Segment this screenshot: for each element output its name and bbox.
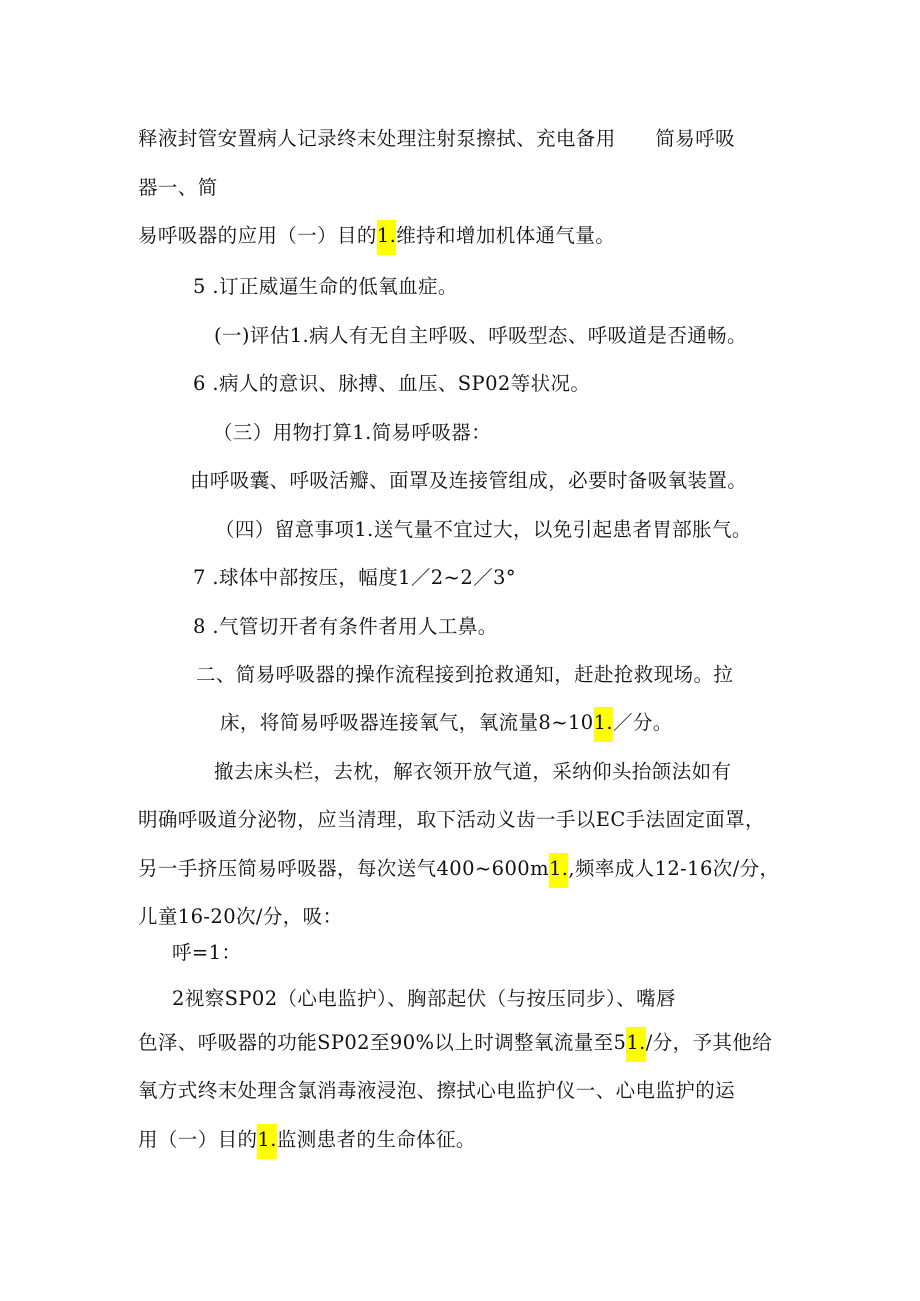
text-line — [213, 419, 491, 447]
line-text: （三）用物打算1.简易呼吸器： — [213, 421, 492, 444]
highlighted-text: 1. — [594, 707, 613, 742]
line-text: 维持和增加机体通气量。 — [396, 224, 616, 247]
line-text: 监测患者的生命体征。 — [276, 1128, 476, 1151]
text-line — [193, 564, 516, 592]
line-text: 呼=1： — [172, 941, 242, 964]
text-line — [138, 1077, 735, 1105]
text-line — [138, 222, 615, 250]
line-text: 易呼吸器的应用（一）目的 — [138, 224, 377, 247]
line-text: 6 .病人的意识、脉搏、血压、SP02等状况。 — [193, 372, 591, 395]
line-text: (一)评估1.病人有无自主呼吸、呼吸型态、呼吸道是否通畅。 — [214, 324, 747, 347]
text-line — [172, 939, 241, 967]
line-text: 2视察SP02（心电监护）、胸部起伏（与按压同步）、嘴唇 — [172, 987, 676, 1010]
text-line — [215, 516, 752, 544]
line-text: 8 .气管切开者有条件者用人工鼻。 — [193, 615, 498, 638]
line-text: 二、简易呼吸器的操作流程接到抢救通知，赶赴抢救现场。拉 — [196, 663, 734, 686]
line-text: /分，予其他给 — [645, 1031, 773, 1054]
text-line — [138, 806, 765, 834]
line-text: 器一、简 — [138, 176, 218, 199]
text-line — [138, 125, 783, 153]
line-text: 色泽、呼吸器的功能SP02至90%以上时调整氧流量至5 — [138, 1031, 627, 1054]
line-text: 明确呼吸道分泌物，应当清理，取下活动义齿一手以EC手法固定面罩， — [138, 808, 765, 831]
highlighted-text: 1. — [377, 220, 396, 255]
text-line — [138, 903, 343, 931]
line-text: （四）留意事项1.送气量不宜过大，以免引起患者胃部胀气。 — [215, 518, 752, 541]
highlighted-text: 1. — [626, 1027, 645, 1062]
text-line — [138, 855, 779, 883]
highlighted-text: 1. — [257, 1124, 276, 1159]
line-text: 氧方式终末处理含氯消毒液浸泡、擦拭心电监护仪一、心电监护的运 — [138, 1079, 736, 1102]
line-text: 5 .订正威逼生命的低氧血症。 — [193, 275, 458, 298]
text-line — [172, 985, 676, 1013]
text-line — [138, 1126, 476, 1154]
text-line — [214, 322, 747, 350]
text-line — [220, 709, 673, 737]
text-line — [190, 467, 747, 495]
text-line — [193, 613, 498, 641]
text-line — [138, 1029, 772, 1057]
line-text: ／分。 — [612, 711, 673, 734]
text-line — [193, 370, 590, 398]
line-text: 释液封管安置病人记录终末处理注射泵擦拭、充电备用 简易呼吸 — [138, 127, 736, 150]
line-text: 撤去床头栏，去枕，解衣领开放气道，采纳仰头抬颌法如有 — [214, 760, 732, 783]
line-text: 7 .球体中部按压，幅度1／2~2／3° — [193, 566, 517, 589]
line-text: 另一手挤压简易呼吸器，每次送气400~600m — [138, 857, 549, 880]
highlighted-text: 1. — [549, 853, 568, 888]
text-line — [193, 273, 458, 301]
line-text: 用（一）目的 — [138, 1128, 258, 1151]
line-text: ,频率成人12-16次/分， — [568, 857, 780, 880]
text-line — [138, 174, 218, 202]
line-text: 儿童16-20次/分，吸： — [138, 905, 343, 928]
text-line — [214, 758, 731, 786]
text-line — [196, 661, 733, 689]
line-text: 床，将简易呼吸器连接氧气，氧流量8~10 — [220, 711, 594, 734]
line-text: 由呼吸囊、呼吸活瓣、面罩及连接管组成，必要时备吸氧装置。 — [190, 469, 748, 492]
